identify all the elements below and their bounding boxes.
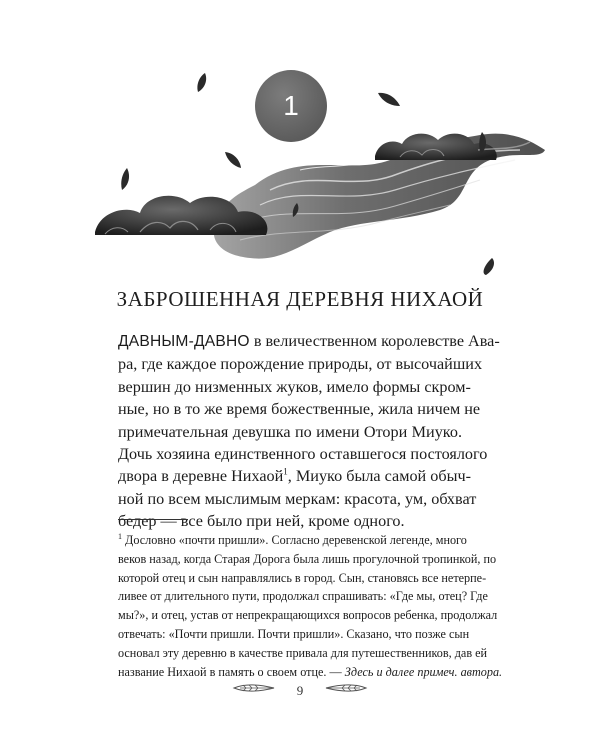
footnote-line: основал эту деревню в качестве привала для путешественников, дав ей	[118, 645, 488, 660]
body-line: ной по всем мыслимым меркам: красота, ум, обхват	[118, 489, 477, 508]
body-line: вершин до низменных жуков, имело формы скром-	[118, 377, 471, 396]
chapter-number: 1	[283, 90, 299, 121]
footnote-mark: 1	[118, 531, 122, 541]
footnote-divider	[118, 519, 188, 520]
editor-note: Здесь и далее примеч. автора.	[344, 664, 503, 679]
chapter-number-badge	[255, 70, 327, 142]
footnote-line: которой отец и сын направлялись в город. Сын, становясь все нетерпе-	[118, 570, 487, 585]
footnote	[118, 531, 503, 681]
right-ornament-icon	[324, 680, 368, 696]
body-line: Дочь хозяина единственного оставшегося постоялого	[118, 445, 488, 464]
footnote-line: ливее от длительного пути, продолжал спрашивать: «Где мы, отец? Где	[118, 589, 488, 604]
body-line: бедер — все было при ней, кроме одного.	[118, 512, 405, 531]
chapter-illustration	[0, 0, 600, 300]
footnote-line: $^1$ Дословно «почти пришли». Согласно деревенской легенде, много	[118, 531, 467, 547]
footnote-line: название Нихаой в память о своем отце. — Здесь и далее примеч. автора.	[118, 664, 503, 679]
body-line: ДАВНЫМ-ДАВНО в величественном королевстве Ава-	[118, 332, 500, 350]
page-number: 9	[296, 683, 304, 698]
footnote-line: мы?», и отец, устав от непрекращающихся вопросов ребенка, продолжал	[118, 608, 498, 623]
chapter-opener: ДАВНЫМ-ДАВНО	[118, 333, 250, 350]
body-line: ра, где каждое порождение природы, от высочайших	[118, 355, 483, 374]
chapter-title: ЗАБРОШЕННАЯ ДЕРЕВНЯ НИХАОЙ	[116, 287, 484, 311]
body-line: двора в деревне Нихаой$^1$, Миуко была самой обыч-	[118, 467, 471, 486]
footnote-line: веков назад, когда Старая Дорога была лишь прогулочной тропинкой, по	[118, 551, 497, 566]
footnote-reference[interactable]: 1	[283, 467, 288, 478]
footnote-line: отвечать: «Почти пришли. Почти пришли». Сказано, что позже сын	[118, 626, 470, 641]
page-footer	[0, 680, 600, 704]
body-paragraph	[118, 330, 500, 533]
body-line: ные, но в то же время божественные, жила ничем не	[118, 400, 481, 419]
body-line: примечательная девушка по имени Отори Миуко.	[118, 422, 462, 441]
